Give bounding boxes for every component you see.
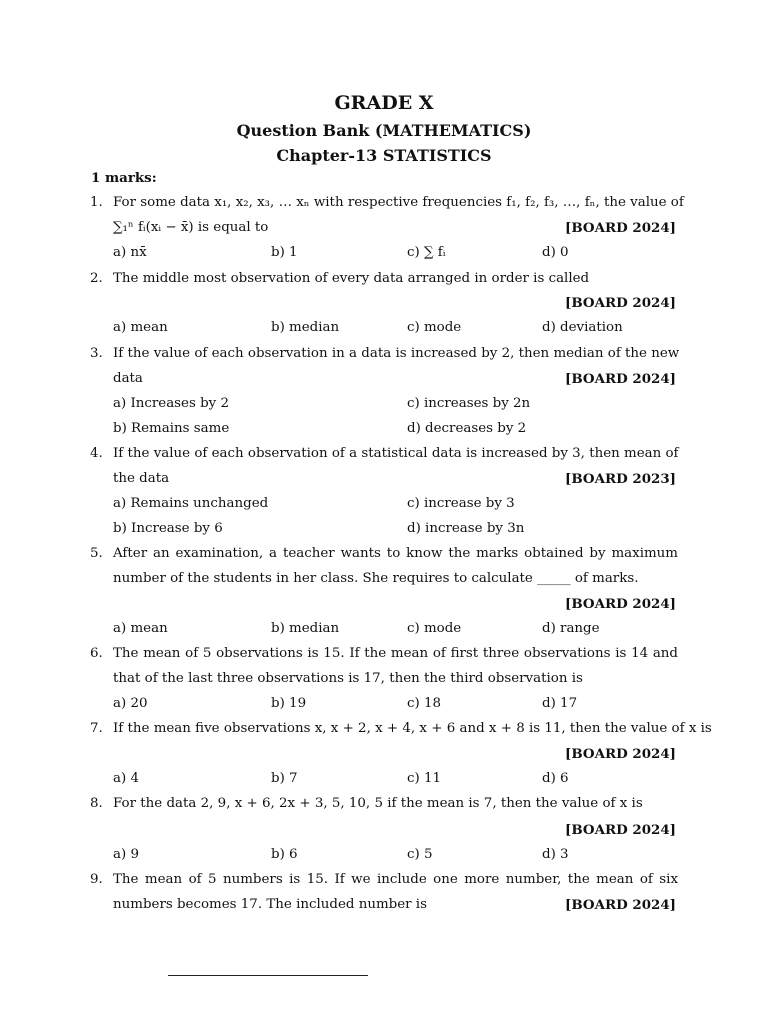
- option-d: d) 6: [542, 771, 569, 786]
- question-text: The middle most observation of every data arranged in order is called: [113, 271, 590, 286]
- board-tag: [BOARD 2024]: [565, 746, 676, 762]
- question-text: The mean of 5 observations is 15. If the mean of first three observations is 14 and: [113, 646, 678, 661]
- question-text: If the value of each observation of a statistical data is increased by 3, then mean of: [113, 446, 679, 461]
- question-number: 9.: [90, 872, 103, 887]
- option-a: a) 9: [113, 847, 139, 862]
- option-c: c) 5: [407, 847, 433, 862]
- question-text: ∑₁ⁿ fᵢ(xᵢ − x̄) is equal to: [113, 220, 269, 235]
- option-d: d) range: [542, 621, 600, 636]
- question-number: 6.: [90, 646, 103, 661]
- board-tag: [BOARD 2024]: [565, 596, 676, 612]
- board-tag: [BOARD 2024]: [565, 295, 676, 311]
- board-tag: [BOARD 2023]: [565, 471, 676, 487]
- question-number: 5.: [90, 546, 103, 561]
- option-b: b) Increase by 6: [113, 521, 223, 536]
- option-a: a) 4: [113, 771, 139, 786]
- option-d: d) decreases by 2: [407, 421, 527, 436]
- board-tag: [BOARD 2024]: [565, 822, 676, 838]
- option-d: d) 0: [542, 245, 569, 260]
- option-d: d) increase by 3n: [407, 521, 525, 536]
- question-number: 8.: [90, 796, 103, 811]
- grade-heading: GRADE X: [334, 92, 434, 114]
- question-text: After an examination, a teacher wants to know the marks obtained by maximum: [113, 546, 678, 561]
- question-number: 3.: [90, 346, 103, 361]
- question-number: 2.: [90, 271, 103, 286]
- option-b: b) median: [271, 320, 340, 335]
- option-d: d) 17: [542, 696, 578, 711]
- option-a: a) mean: [113, 320, 168, 335]
- board-tag: [BOARD 2024]: [565, 897, 676, 913]
- option-c: c) mode: [407, 320, 462, 335]
- question-text: numbers becomes 17. The included number is: [113, 897, 427, 912]
- option-b: b) median: [271, 621, 340, 636]
- question-text: The mean of 5 numbers is 15. If we include one more number, the mean of six: [113, 872, 678, 887]
- option-b: b) 1: [271, 245, 298, 260]
- option-a: a) nx̄: [113, 245, 147, 260]
- option-a: a) Remains unchanged: [113, 496, 269, 511]
- option-c: c) 11: [407, 771, 442, 786]
- option-c: c) increase by 3: [407, 496, 515, 511]
- question-text: For the data 2, 9, x + 6, 2x + 3, 5, 10, 5 if the mean is 7, then the value of x is: [113, 796, 643, 811]
- option-a: a) Increases by 2: [113, 396, 230, 411]
- section-label: 1 marks:: [91, 170, 157, 186]
- option-d: d) 3: [542, 847, 569, 862]
- subject-heading: Question Bank (MATHEMATICS): [236, 121, 532, 140]
- question-text: the data: [113, 471, 170, 486]
- option-c: c) mode: [407, 621, 462, 636]
- question-text: data: [113, 371, 143, 386]
- footnote-divider: [168, 975, 368, 976]
- question-number: 4.: [90, 446, 103, 461]
- question-text: number of the students in her class. She requires to calculate _____ of marks.: [113, 571, 639, 586]
- question-number: 7.: [90, 721, 103, 736]
- question-text: If the value of each observation in a data is increased by 2, then median of the new: [113, 346, 680, 361]
- option-b: b) 7: [271, 771, 298, 786]
- chapter-heading: Chapter-13 STATISTICS: [276, 146, 492, 165]
- option-c: c) increases by 2n: [407, 396, 531, 411]
- option-a: a) 20: [113, 696, 148, 711]
- option-b: b) 19: [271, 696, 307, 711]
- option-c: c) ∑ fᵢ: [407, 245, 446, 260]
- board-tag: [BOARD 2024]: [565, 220, 676, 236]
- question-number: 1.: [90, 195, 103, 210]
- option-a: a) mean: [113, 621, 168, 636]
- board-tag: [BOARD 2024]: [565, 371, 676, 387]
- option-d: d) deviation: [542, 320, 623, 335]
- question-text: If the mean five observations x, x + 2, x + 4, x + 6 and x + 8 is 11, then the value of x is: [113, 721, 712, 736]
- option-b: b) Remains same: [113, 421, 230, 436]
- option-c: c) 18: [407, 696, 442, 711]
- question-text: For some data x₁, x₂, x₃, … xₙ with respective frequencies f₁, f₂, f₃, …, fₙ, the value of: [113, 195, 684, 210]
- question-text: that of the last three observations is 17, then the third observation is: [113, 671, 583, 686]
- option-b: b) 6: [271, 847, 298, 862]
